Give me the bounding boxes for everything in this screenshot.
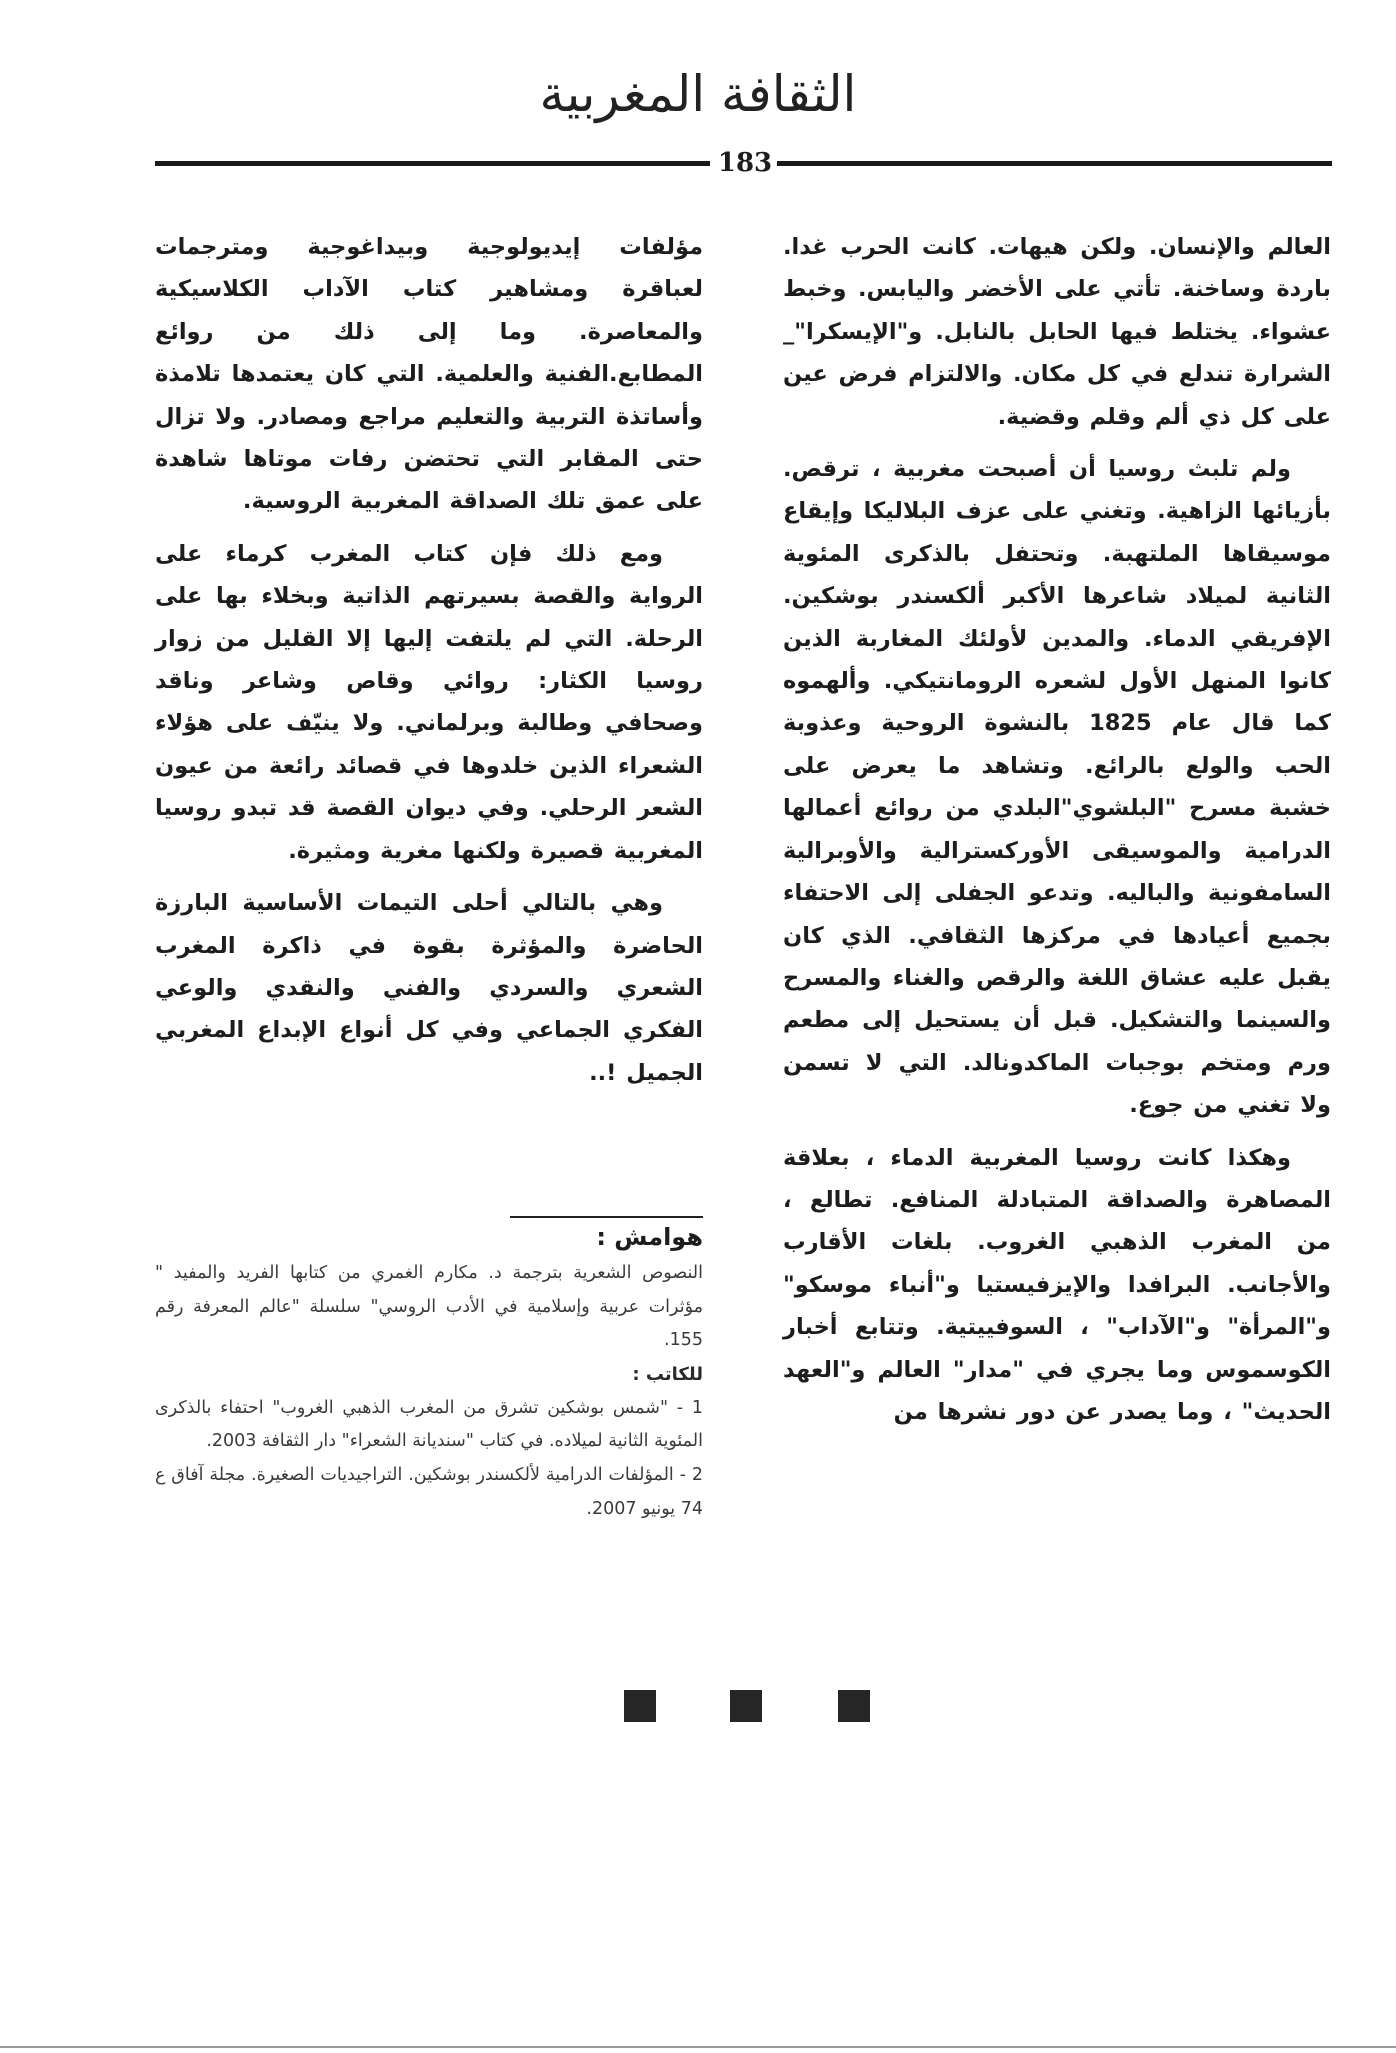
ornament-square	[624, 1690, 656, 1722]
ornament-square	[838, 1690, 870, 1722]
section-end-ornament	[0, 1690, 1396, 1724]
header-rule-left	[155, 161, 710, 166]
footnote-intro: النصوص الشعرية بترجمة د. مكارم الغمري من كتابها الفريد والمفيد " مؤثرات عربية وإسلامية في الأدب الروسي" سلسلة "عالم المعرفة رقم 155.	[155, 1263, 703, 1351]
footnote-item: 2 - المؤلفات الدرامية لألكسندر بوشكين. التراجيديات الصغيرة. مجلة آفاق ع 74 يونيو 2007.	[155, 1464, 703, 1519]
paragraph: وهكذا كانت روسيا المغربية الدماء ، بعلاقة المصاهرة والصداقة المتبادلة المنافع. تطالع ، من المغرب الذهبي الغروب. بلغات الأقارب والأجانب. البرافدا والإيزفيستيا و"أنباء موسكو" و"المرأة" و"الآداب" ، السوفييتية. وتتابع أخبار الكوسموس وما يجري في "مدار" العالم و"العهد الحديث" ، وما يصدر عن دور نشرها من	[783, 1144, 1331, 1425]
footnotes	[155, 1217, 703, 1526]
left-column	[155, 226, 703, 1094]
footnotes-subheading: للكاتب :	[632, 1363, 703, 1385]
magazine-title: الثقافة المغربية	[539, 65, 857, 123]
footnotes-heading: هوامش :	[596, 1223, 703, 1251]
ornament-square	[730, 1690, 762, 1722]
paragraph: وهي بالتالي أحلى التيمات الأساسية البارزة الحاضرة والمؤثرة بقوة في ذاكرة المغرب الشعري والسردي والفني والنقدي والوعي الفكري الجماعي وفي كل أنواع الإبداع المغربي الجميل !..	[155, 890, 703, 1086]
page-edge-line	[0, 2046, 1396, 2048]
page-number: 183	[717, 148, 773, 178]
header-rule-right	[777, 161, 1332, 166]
paragraph: ولم تلبث روسيا أن أصبحت مغربية ، ترقص. بأزيائها الزاهية. وتغني على عزف البلاليكا وإيقاع موسيقاها الملتهبة. وتحتفل بالذكرى المئوية الثانية لميلاد شاعرها الأكبر ألكسندر بوشكين. الإفريقي الدماء. والمدين لأولئك المغاربة الذين كانوا المنهل الأول لشعره الرومانتيكي. وألهموه كما قال عام 1825 بالنشوة الروحية وعذوبة الحب والولع بالرائع. وتشاهد ما يعرض على خشبة مسرح "البلشوي"البلدي من روائع أعمالها الدرامية والموسيقى الأوركسترالية والأوبرالية السامفونية والباليه. وتدعو الجفلى إلى الاحتفاء بجميع أعيادها في مركزها الثقافي. الذي كان يقبل عليه عشاق اللغة والرقص والغناء والمسرح والسينما والتشكيل. قبل أن يستحيل إلى مطعم ورم ومتخم بوجبات الماكدونالد. التي لا تسمن ولا تغني من جوع.	[783, 456, 1331, 1119]
footnote-item: 1 - "شمس بوشكين تشرق من المغرب الذهبي الغروب" احتفاء بالذكرى المئوية الثانية لميلاده. في كتاب "سنديانة الشعراء" دار الثقافة 2003.	[155, 1397, 703, 1452]
paragraph: ومع ذلك فإن كتاب المغرب كرماء على الرواية والقصة بسيرتهم الذاتية وبخلاء بها على الرحلة. التي لم يلتفت إليها إلا القليل من زوار روسيا الكثار: روائي وقاص وشاعر وناقد وصحافي وطالبة وبرلماني. ولا ينيّف على هؤلاء الشعراء الذين خلدوها في قصائد رائعة من عيون الشعر الرحلي. وفي ديوان القصة قد تبدو روسيا المغربية قصيرة ولكنها مغرية ومثيرة.	[155, 540, 703, 864]
paragraph: مؤلفات إيديولوجية وبيداغوجية ومترجمات لعباقرة ومشاهير كتاب الآداب الكلاسيكية والمعاصرة. وما إلى ذلك من روائع المطابع.الفنية والعلمية. التي كان يعتمدها تلامذة وأساتذة التربية والتعليم مراجع ومصادر. ولا تزال حتى المقابر التي تحتضن رفات موتاها شاهدة على عمق تلك الصداقة المغربية الروسية.	[155, 234, 703, 515]
right-column	[783, 226, 1331, 1433]
paragraph: العالم والإنسان. ولكن هيهات. كانت الحرب غدا. باردة وساخنة. تأتي على الأخضر واليابس. وخبط عشواء. يختلط فيها الحابل بالنابل. و"الإيسكرا"_ الشرارة تندلع في كل مكان. والالتزام فرض عين على كل ذي ألم وقلم وقضية.	[783, 234, 1331, 430]
